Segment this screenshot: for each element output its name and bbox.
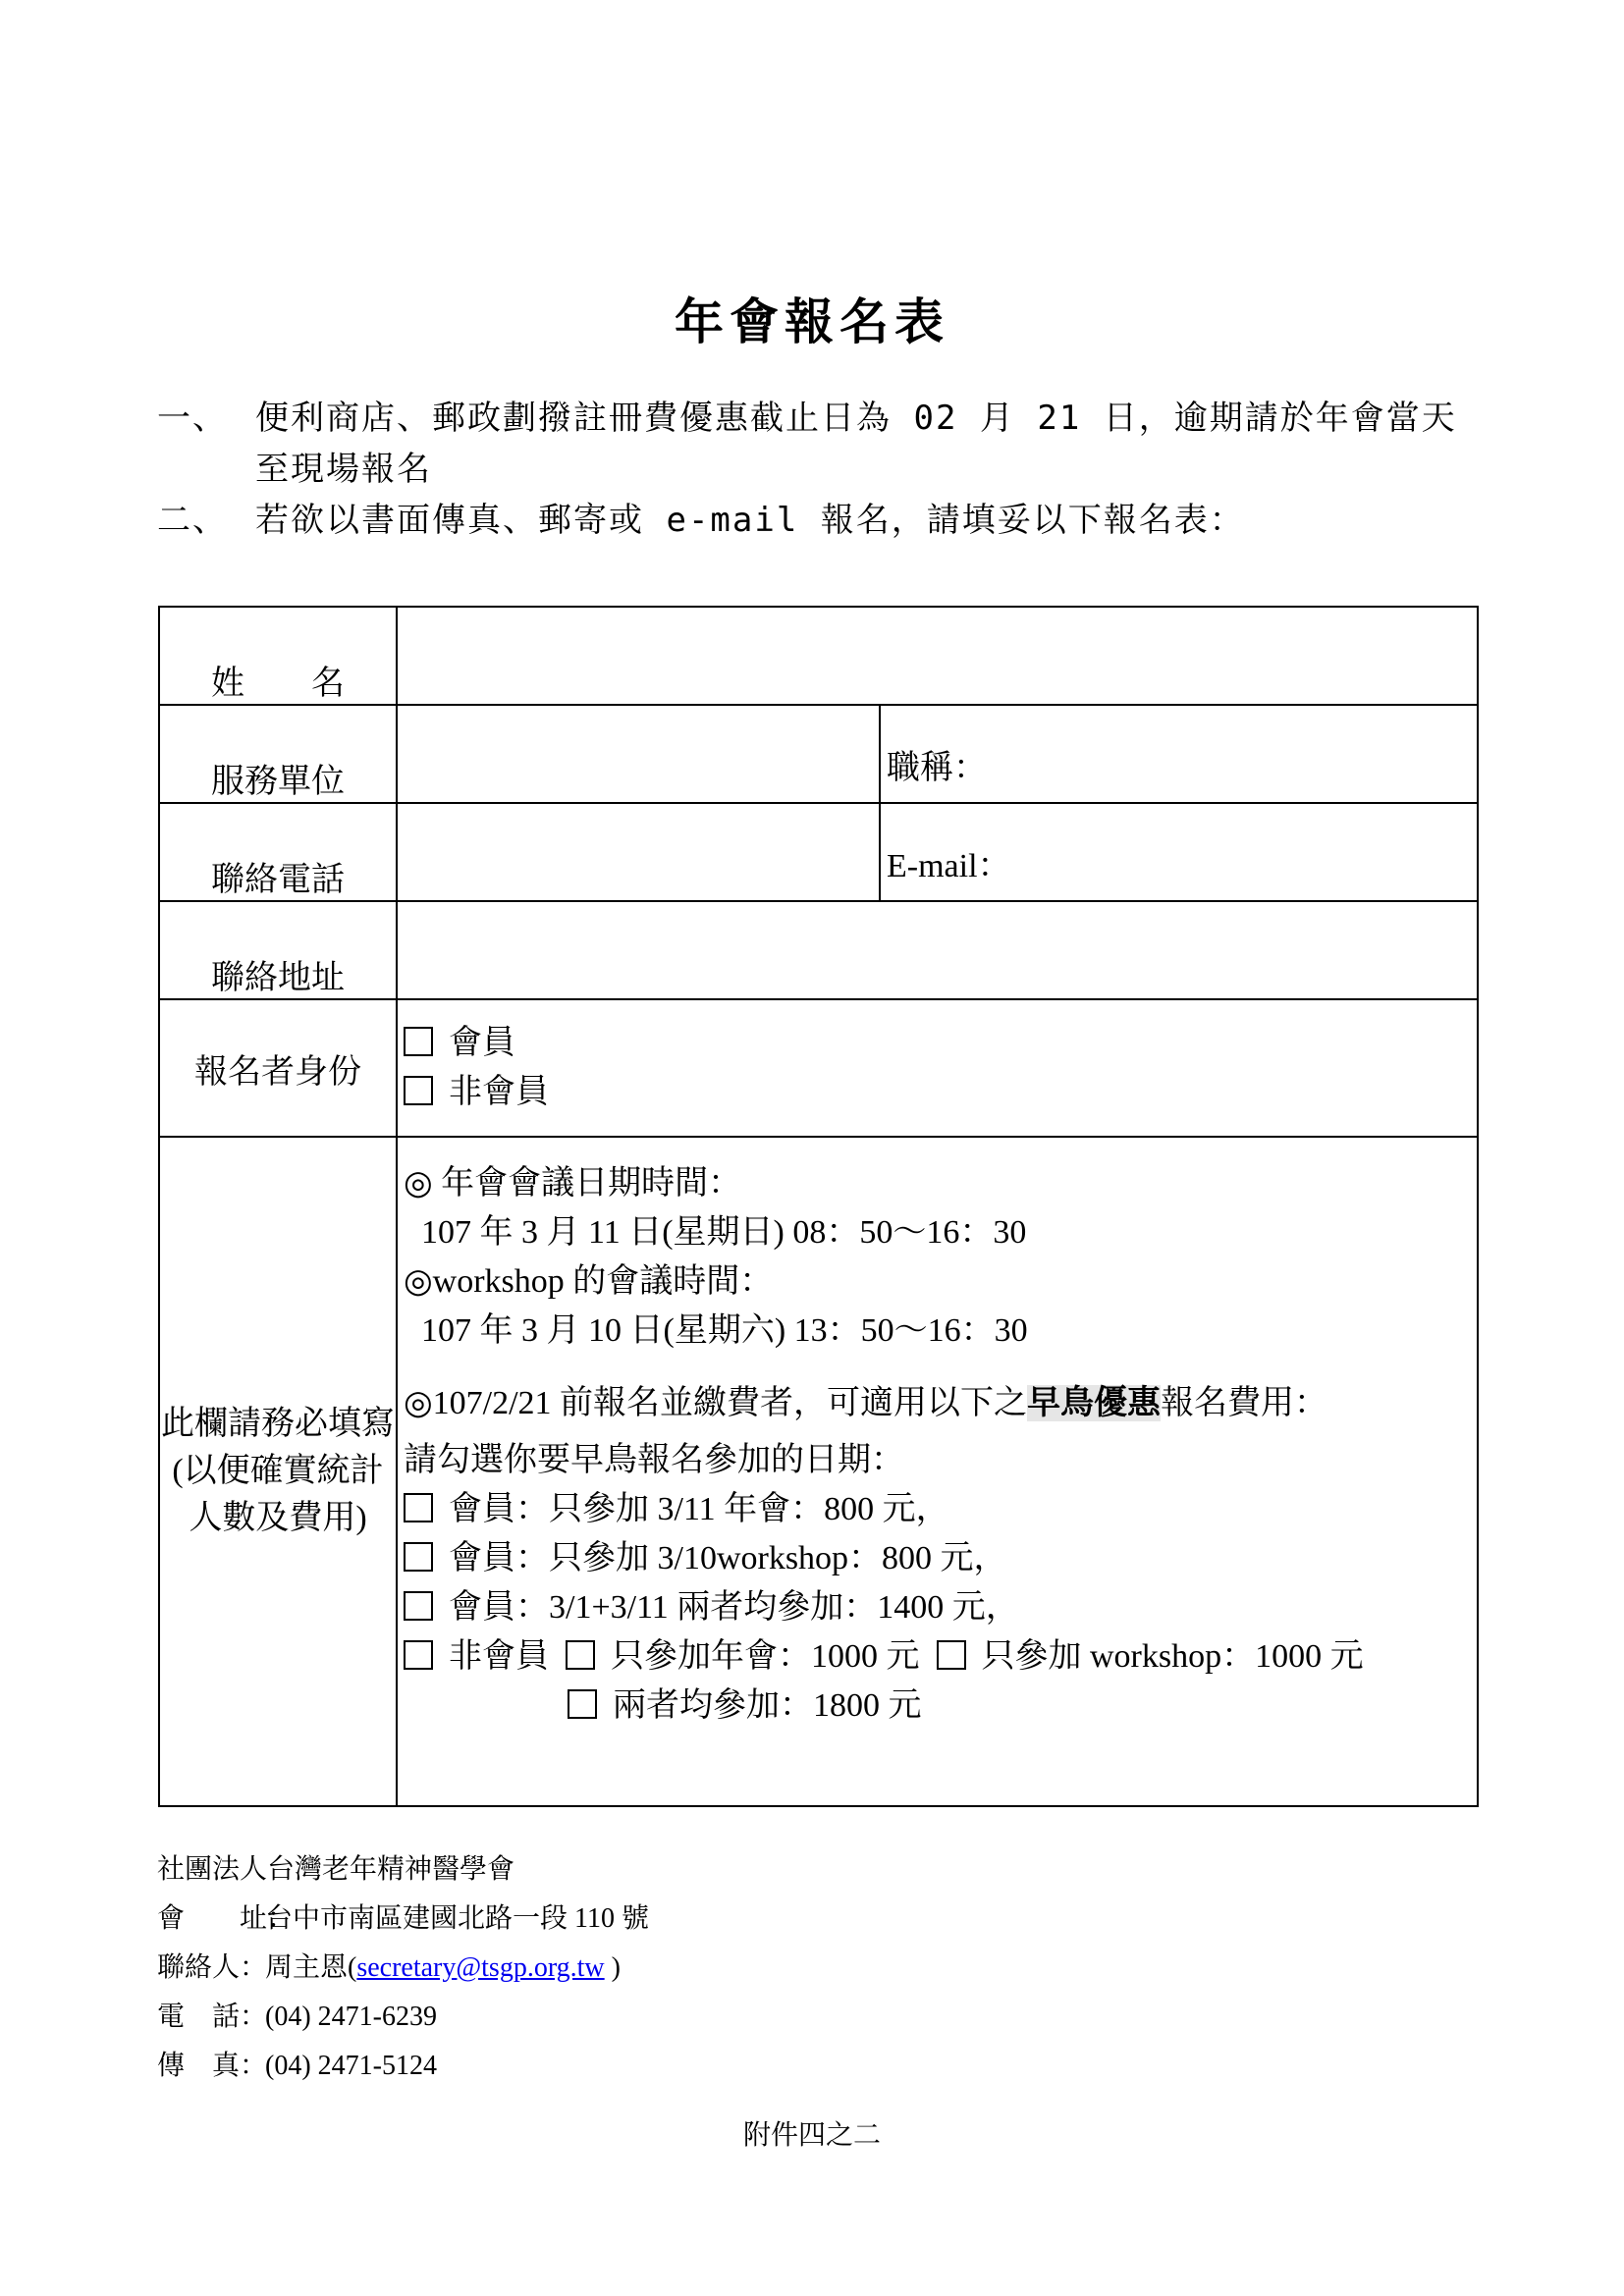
workshop-heading: ◎workshop 的會議時間： bbox=[404, 1263, 774, 1300]
checkbox[interactable] bbox=[937, 1640, 966, 1670]
note-text: 便利商店、郵政劃撥註冊費優惠截止日為 02 月 21 日，逾期請於年會當天至現場報名 bbox=[255, 399, 1457, 489]
address-field[interactable] bbox=[397, 901, 1478, 999]
contact-fax: 傳 真：(04) 2471-5124 bbox=[157, 2051, 437, 2081]
checkbox[interactable] bbox=[568, 1689, 597, 1719]
page-footer: 附件四之二 bbox=[742, 2120, 881, 2151]
option-member-both[interactable]: 會員：3/1+3/11 兩者均參加：1400 元， bbox=[404, 1583, 1471, 1632]
name-field[interactable] bbox=[397, 607, 1478, 705]
checkbox[interactable] bbox=[566, 1640, 595, 1670]
notes-list bbox=[157, 393, 1473, 546]
unit-label: 服務單位 bbox=[159, 705, 397, 803]
registration-form bbox=[158, 606, 1479, 1807]
note-text: 若欲以書面傳真、郵寄或 e-mail 報名，請填妥以下報名表： bbox=[255, 501, 1245, 540]
identity-options bbox=[397, 999, 1478, 1137]
unit-field[interactable] bbox=[397, 705, 880, 803]
checkbox[interactable] bbox=[404, 1640, 433, 1670]
name-label: 姓 名 bbox=[159, 607, 397, 705]
option-nonmember-both[interactable]: 兩者均參加：1800 元 bbox=[404, 1682, 1471, 1731]
org-name: 社團法人台灣老年精神醫學會 bbox=[157, 1854, 515, 1885]
email-label: E-mail： bbox=[887, 848, 1011, 884]
early-bird-note: ◎107/2/21 前報名並繳費者，可適用以下之早鳥優惠報名費用： bbox=[404, 1385, 1328, 1421]
option-nonmember: 非會員 只參加年會：1000 元 只參加 workshop：1000 元 bbox=[404, 1632, 1471, 1682]
note-number: 一、 bbox=[157, 399, 228, 438]
note-number: 二、 bbox=[157, 501, 228, 540]
checkbox[interactable] bbox=[404, 1591, 433, 1621]
org-address: 會 址：台中市南區建國北路一段 110 號 bbox=[157, 1903, 649, 1934]
schedule-options bbox=[397, 1137, 1478, 1806]
address-label: 聯絡地址 bbox=[159, 901, 397, 999]
required-note: 此欄請務必填寫 (以便確實統計 人數及費用) bbox=[159, 1137, 397, 1806]
conference-date: 107 年 3 月 11 日(星期日) 08：50～16：30 bbox=[421, 1214, 1027, 1251]
email-link[interactable]: secretary@tsgp.org.tw bbox=[356, 1952, 605, 1983]
note-item bbox=[157, 393, 1473, 495]
option-member-workshop[interactable]: 會員：只參加 3/10workshop：800 元， bbox=[404, 1534, 1471, 1583]
contact-phone: 電 話：(04) 2471-6239 bbox=[157, 2002, 437, 2032]
early-bird-highlight: 早鳥優惠 bbox=[1027, 1385, 1162, 1421]
checkbox[interactable] bbox=[404, 1542, 433, 1572]
identity-option-nonmember[interactable]: 非會員 bbox=[404, 1068, 1471, 1117]
identity-option-member[interactable]: 會員 bbox=[404, 1019, 1471, 1068]
checkbox[interactable] bbox=[404, 1027, 433, 1056]
checkbox[interactable] bbox=[404, 1076, 433, 1105]
workshop-date: 107 年 3 月 10 日(星期六) 13：50～16：30 bbox=[421, 1312, 1028, 1349]
phone-label: 聯絡電話 bbox=[159, 803, 397, 901]
contact-person: 聯絡人：周主恩(secretary@tsgp.org.tw ) bbox=[157, 1952, 621, 1983]
option-member-conference[interactable]: 會員：只參加 3/11 年會：800 元， bbox=[404, 1485, 1471, 1534]
choose-instruction: 請勾選你要早鳥報名參加的日期： bbox=[404, 1442, 904, 1478]
note-item bbox=[157, 495, 1473, 546]
contact-info bbox=[157, 1845, 649, 2091]
conference-heading: ◎ 年會會議日期時間： bbox=[404, 1165, 742, 1201]
page-title: 年會報名表 bbox=[675, 294, 949, 350]
phone-field[interactable] bbox=[397, 803, 880, 901]
job-title-label: 職稱： bbox=[887, 750, 987, 786]
job-title-field[interactable] bbox=[880, 705, 1478, 803]
identity-label: 報名者身份 bbox=[159, 999, 397, 1137]
checkbox[interactable] bbox=[404, 1493, 433, 1522]
email-field[interactable] bbox=[880, 803, 1478, 901]
